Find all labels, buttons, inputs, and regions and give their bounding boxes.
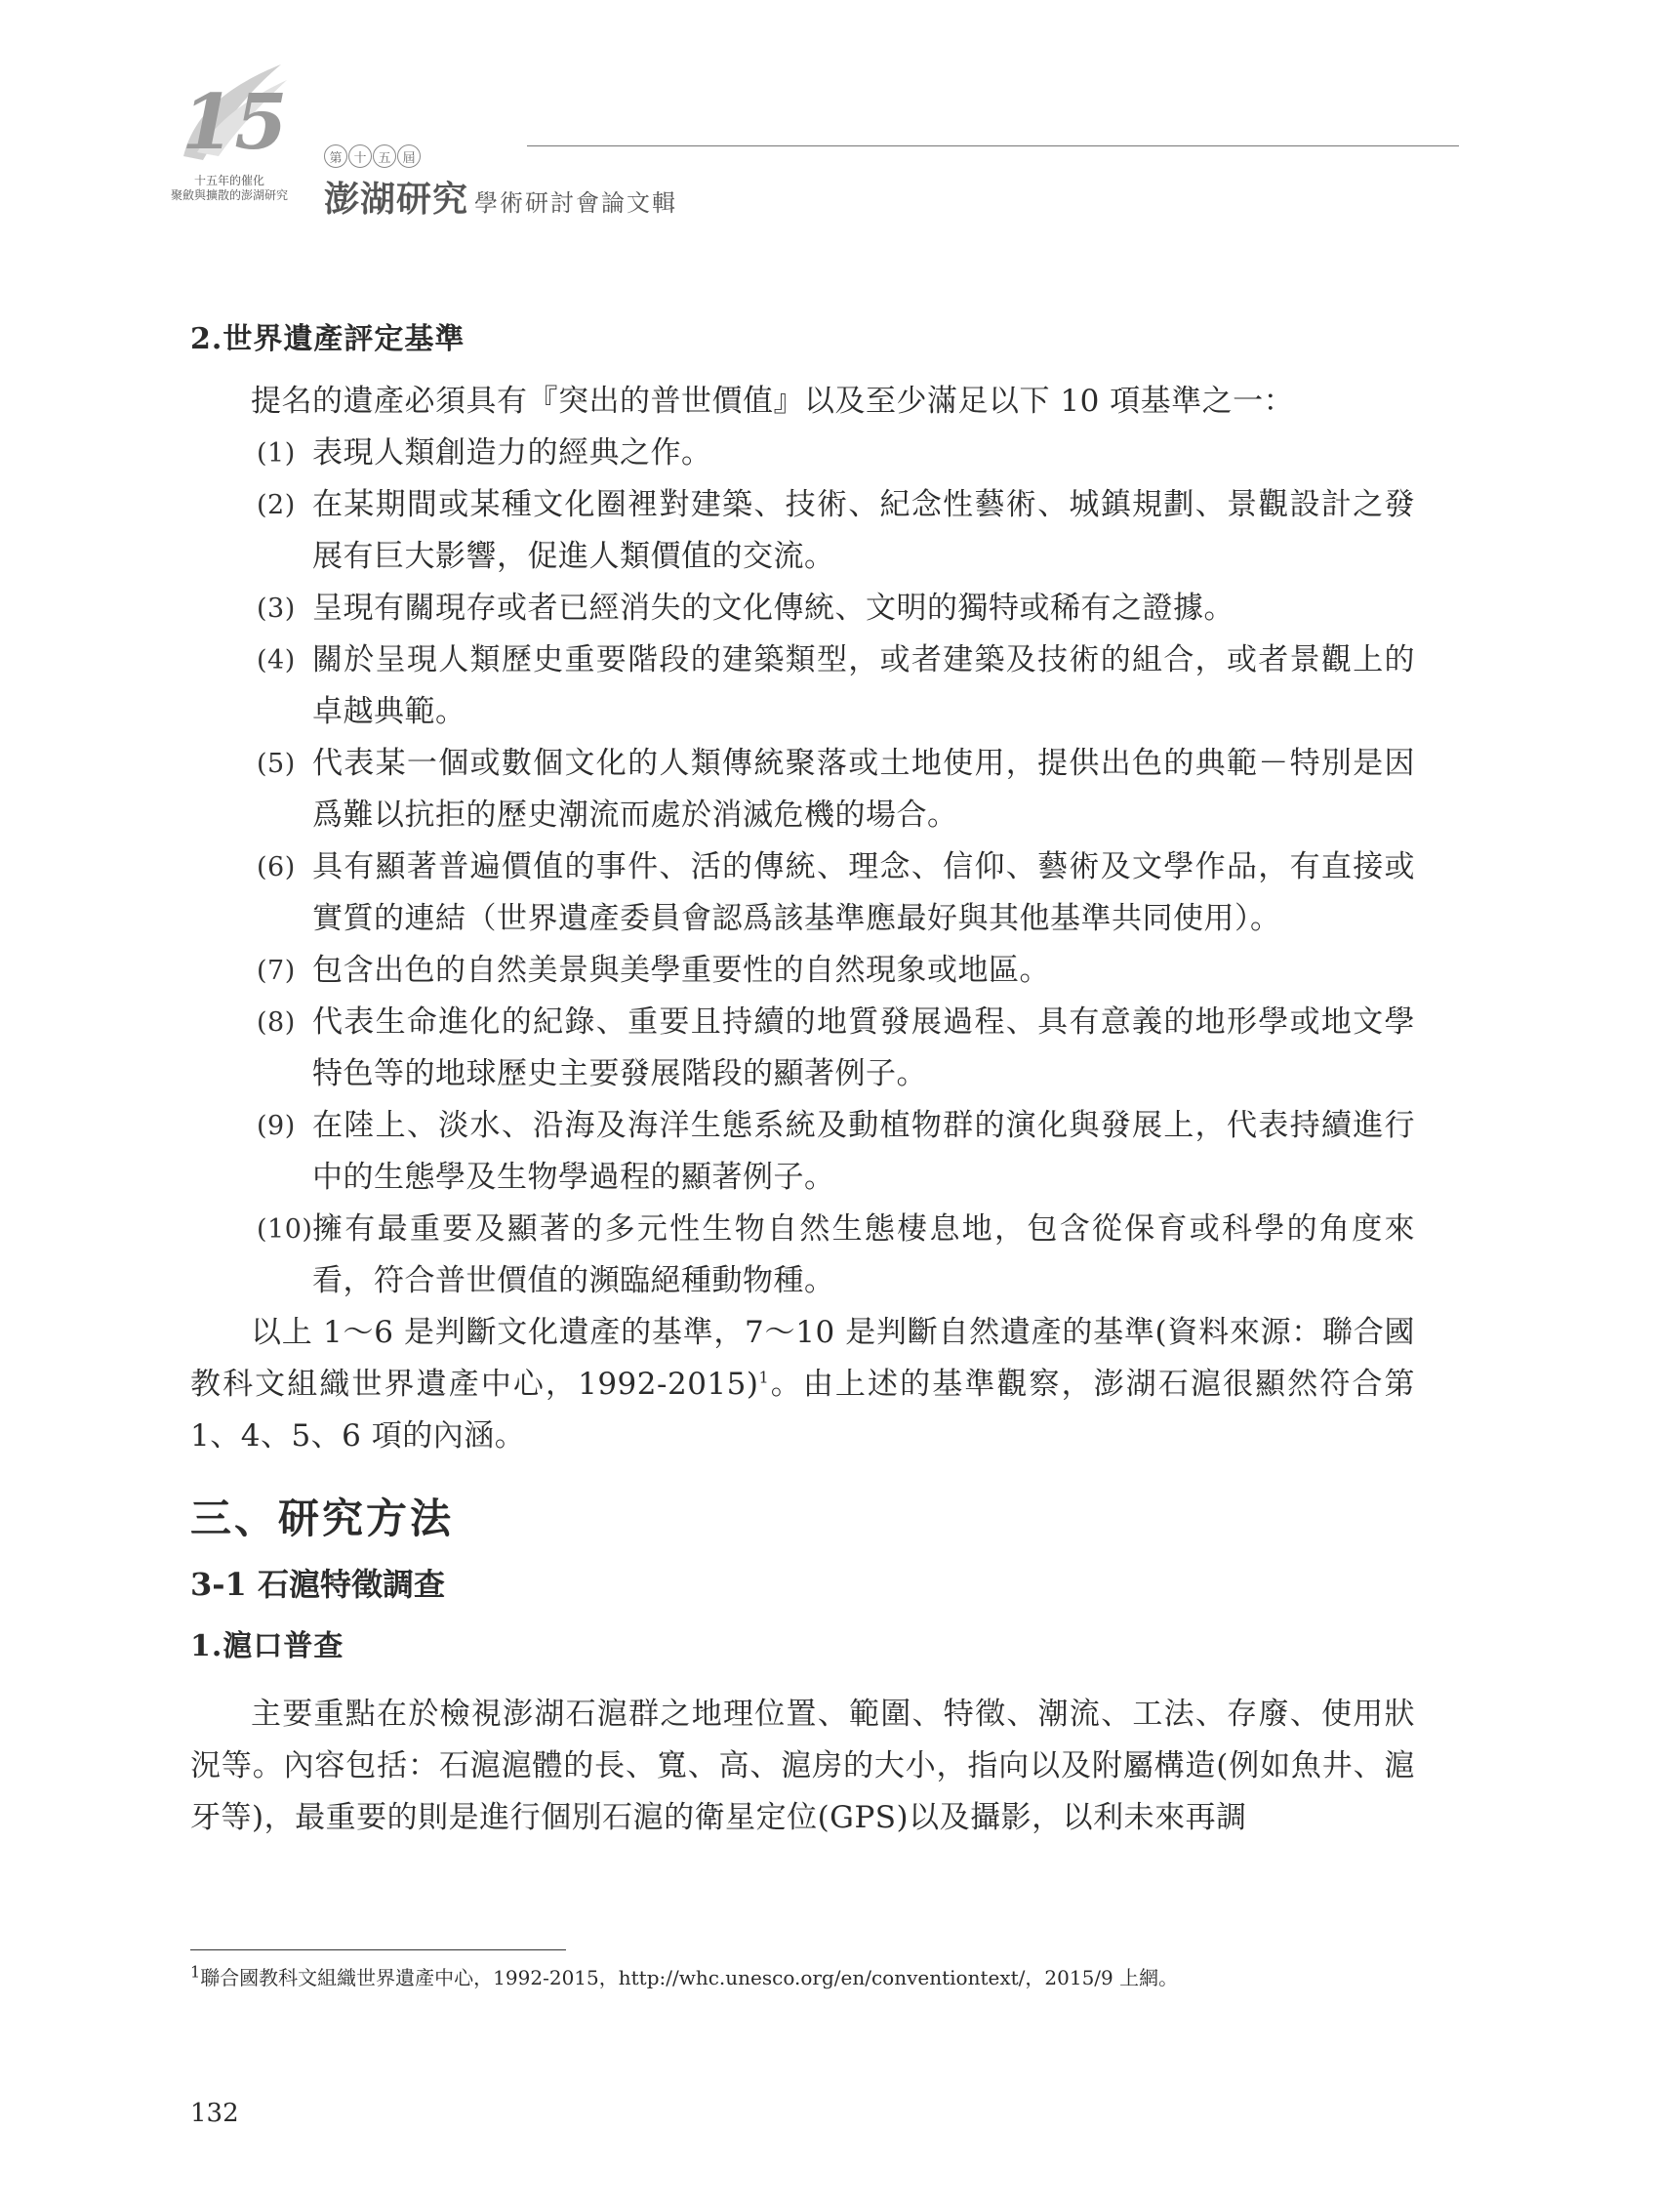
criterion-number: (1) <box>257 438 296 469</box>
edition-char: 五 <box>373 144 396 168</box>
criterion-number: (7) <box>257 956 296 986</box>
summary-text-2: 。由上述的基準觀察，澎湖石滬很顯然符合第 1、4、5、6 項的內涵。 <box>190 1367 1415 1454</box>
criterion-text: 代表生命進化的紀錄、重要且持續的地質發展過程、具有意義的地形學或地文學特色等的地球歷史主要發展階段的顯著例子。 <box>312 1004 1415 1091</box>
criterion-item <box>190 1204 1415 1307</box>
criterion-item <box>190 738 1415 841</box>
criterion-number: (2) <box>257 490 296 520</box>
criterion-number: (10) <box>257 1214 313 1245</box>
body-paragraph: 主要重點在於檢視澎湖石滬群之地理位置、範圍、特徵、潮流、工法、存廢、使用狀況等。內容包括：石滬滬體的長、寬、高、滬房的大小，指向以及附屬構造(例如魚井、滬牙等)，最重要的則是進行個別石滬的衛星定位(GPS)以及攝影，以利未來再調 <box>190 1697 1415 1835</box>
criterion-text: 代表某一個或數個文化的人類傳統聚落或土地使用，提供出色的典範－特別是因爲難以抗拒的歷史潮流而處於消滅危機的場合。 <box>312 746 1415 833</box>
series-title-main: 澎湖研究 <box>324 179 469 220</box>
page-body <box>190 317 1415 1844</box>
edition-char: 屆 <box>397 144 421 168</box>
section-heading-criteria: 2.世界遺產評定基準 <box>190 322 465 356</box>
criterion-item <box>190 635 1415 738</box>
logo-caption-line1: 十五年的催化 <box>193 174 264 187</box>
page-number: 132 <box>190 2099 239 2128</box>
criterion-item <box>190 945 1415 997</box>
footnote-ref: 1 <box>758 1368 770 1387</box>
header-rule <box>527 145 1459 146</box>
footnote <box>190 1963 1415 1992</box>
footnote-mark: 1 <box>190 1962 201 1982</box>
edition-badge <box>324 144 422 170</box>
criterion-number: (4) <box>257 645 296 676</box>
criterion-text: 在某期間或某種文化圈裡對建築、技術、紀念性藝術、城鎮規劃、景觀設計之發展有巨大影響，促進人類價值的交流。 <box>312 487 1415 574</box>
criterion-item <box>190 997 1415 1100</box>
criterion-text: 在陸上、淡水、沿海及海洋生態系統及動植物群的演化與發展上，代表持續進行中的生態學及生物學過程的顯著例子。 <box>312 1108 1415 1195</box>
criterion-text: 呈現有關現存或者已經消失的文化傳統、文明的獨特或稀有之證據。 <box>312 591 1234 626</box>
criterion-number: (5) <box>257 749 296 779</box>
running-header <box>156 59 1464 220</box>
edition-char: 第 <box>324 144 347 168</box>
svg-text:15: 15 <box>182 78 288 167</box>
criterion-item <box>190 583 1415 635</box>
summary-text-1: 以上 1～6 是判斷文化遺產的基準，7～10 是判斷自然遺產的基準(資料來源：聯合國教科文組織世界遺產中心，1992-2015) <box>190 1315 1415 1402</box>
criterion-text: 具有顯著普遍價值的事件、活的傳統、理念、信仰、藝術及文學作品，有直接或實質的連結（世界遺產委員會認爲該基準應最好與其他基準共同使用）。 <box>312 849 1415 936</box>
criterion-number: (9) <box>257 1111 296 1141</box>
criterion-text: 包含出色的自然美景與美學重要性的自然現象或地區。 <box>312 953 1050 988</box>
series-title-sub: 學術研討會論文輯 <box>474 189 678 217</box>
logo-caption-line2: 聚斂與擴散的澎湖研究 <box>170 188 288 202</box>
series-title <box>324 172 677 222</box>
criterion-item <box>190 479 1415 583</box>
criterion-text: 表現人類創造力的經典之作。 <box>312 435 712 471</box>
criterion-number: (3) <box>257 594 296 624</box>
criterion-text: 擁有最重要及顯著的多元性生物自然生態棲息地，包含從保育或科學的角度來看，符合普世價值的瀕臨絕種動物種。 <box>312 1211 1415 1298</box>
criteria-intro: 提名的遺產必須具有『突出的普世價值』以及至少滿足以下 10 項基準之一： <box>251 384 1295 419</box>
subsubsection-heading: 1.滬口普查 <box>190 1629 344 1663</box>
criterion-number: (8) <box>257 1007 296 1038</box>
criterion-item <box>190 841 1415 945</box>
criterion-text: 關於呈現人類歷史重要階段的建築類型，或者建築及技術的組合，或者景觀上的卓越典範。 <box>312 642 1415 729</box>
subsection-heading: 3-1 石滬特徵調查 <box>190 1566 445 1603</box>
anniversary-logo <box>156 59 303 215</box>
anniversary-15-logo-graphic <box>164 59 297 174</box>
section-heading-methods: 三、研究方法 <box>190 1495 455 1542</box>
edition-char: 十 <box>348 144 372 168</box>
criterion-item <box>190 1100 1415 1204</box>
criteria-summary <box>190 1307 1415 1462</box>
footnote-rule <box>190 1949 566 1950</box>
footnote-text: 聯合國教科文組織世界遺產中心，1992-2015，http://whc.unesco.org/en/conventiontext/，2015/9 上網。 <box>200 1966 1179 1989</box>
criterion-item <box>190 428 1415 479</box>
criterion-number: (6) <box>257 852 296 882</box>
